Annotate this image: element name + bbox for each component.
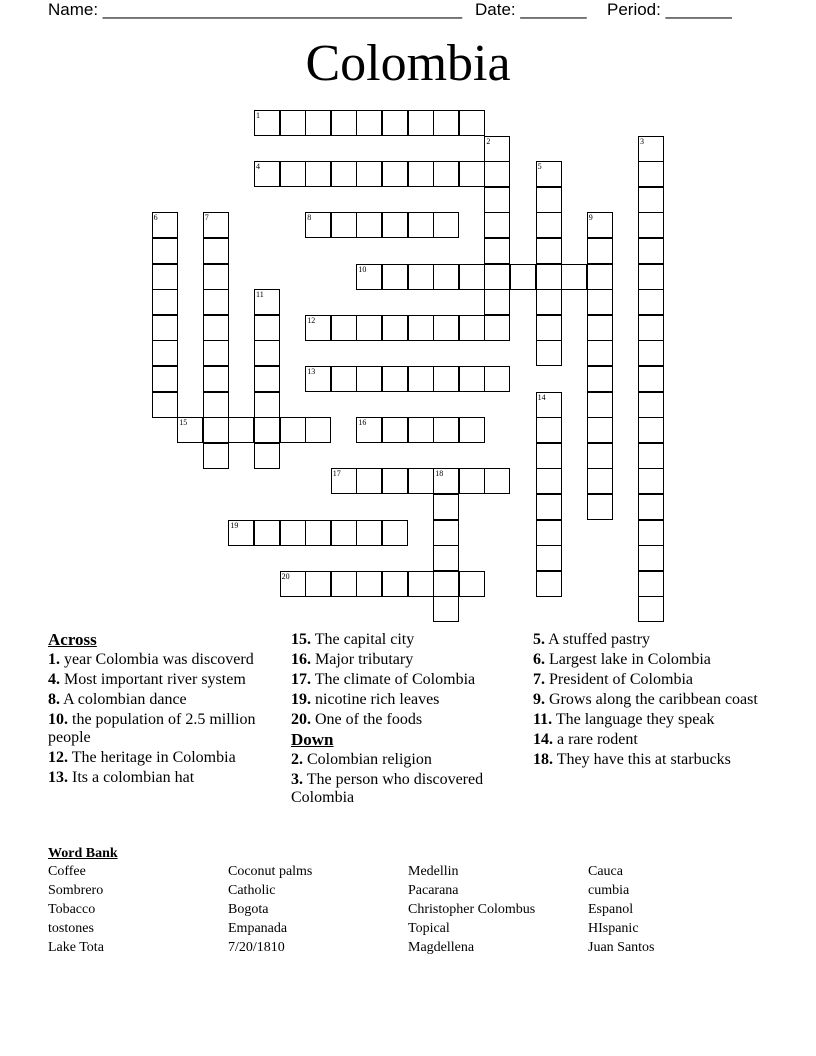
grid-cell[interactable] — [587, 264, 613, 290]
grid-cell[interactable] — [459, 110, 485, 136]
grid-cell[interactable] — [536, 545, 562, 571]
grid-cell[interactable] — [638, 494, 664, 520]
grid-cell[interactable] — [203, 212, 229, 238]
clue-down-2: 2. Colombian religion — [291, 751, 432, 768]
grid-cell[interactable] — [356, 468, 382, 494]
grid-cell[interactable] — [203, 340, 229, 366]
grid-cell[interactable] — [638, 340, 664, 366]
grid-cell[interactable] — [638, 520, 664, 546]
clue-down-11: 11. The language they speak — [533, 711, 715, 728]
grid-cell[interactable] — [177, 417, 203, 443]
word-bank-item: Bogota — [228, 902, 269, 917]
across-heading: Across — [48, 630, 97, 649]
clue-across-10: 10. the population of 2.5 million people — [48, 711, 256, 746]
grid-cell[interactable] — [459, 366, 485, 392]
grid-cell[interactable] — [254, 289, 280, 315]
grid-cell[interactable] — [203, 238, 229, 264]
grid-cell[interactable] — [587, 340, 613, 366]
clue-number: 12 — [307, 315, 316, 325]
grid-cell[interactable] — [356, 520, 382, 546]
word-bank-item: Pacarana — [408, 883, 459, 898]
grid-cell[interactable] — [203, 289, 229, 315]
grid-cell[interactable] — [587, 392, 613, 418]
grid-cell[interactable] — [408, 264, 434, 290]
grid-cell[interactable] — [638, 443, 664, 469]
grid-cell[interactable] — [433, 417, 459, 443]
grid-cell[interactable] — [280, 571, 306, 597]
grid-cell[interactable] — [638, 289, 664, 315]
grid-cell[interactable] — [254, 443, 280, 469]
grid-cell[interactable] — [331, 110, 357, 136]
grid-cell[interactable] — [382, 366, 408, 392]
grid-cell[interactable] — [305, 161, 331, 187]
grid-cell[interactable] — [433, 596, 459, 622]
grid-cell[interactable] — [587, 366, 613, 392]
grid-cell[interactable] — [382, 520, 408, 546]
clue-across-19: 19. nicotine rich leaves — [291, 691, 440, 708]
grid-cell[interactable] — [433, 264, 459, 290]
date-field-label: Date: _______ — [475, 0, 587, 19]
grid-cell[interactable] — [203, 366, 229, 392]
grid-cell[interactable] — [433, 520, 459, 546]
grid-cell[interactable] — [356, 264, 382, 290]
clue-down-9: 9. Grows along the caribbean coast — [533, 691, 758, 708]
word-bank-item: Magdellena — [408, 940, 475, 955]
grid-cell[interactable] — [536, 520, 562, 546]
grid-cell[interactable] — [152, 289, 178, 315]
grid-cell[interactable] — [228, 520, 254, 546]
clue-number: 16 — [358, 418, 367, 428]
grid-cell[interactable] — [536, 161, 562, 187]
word-bank-item: 7/20/1810 — [228, 940, 285, 955]
grid-cell[interactable] — [254, 340, 280, 366]
grid-cell[interactable] — [433, 494, 459, 520]
clue-number: 14 — [537, 392, 546, 402]
grid-cell[interactable] — [433, 571, 459, 597]
grid-cell[interactable] — [433, 366, 459, 392]
grid-cell[interactable] — [587, 315, 613, 341]
clues-column-1 — [48, 631, 273, 789]
grid-cell[interactable] — [536, 264, 562, 290]
grid-cell[interactable] — [254, 417, 280, 443]
clue-number: 9 — [588, 213, 593, 223]
word-bank-item: Cauca — [588, 864, 623, 879]
grid-cell[interactable] — [152, 340, 178, 366]
grid-cell[interactable] — [536, 340, 562, 366]
clue-down-3: 3. The person who discovered Colombia — [291, 771, 484, 806]
clue-across-12: 12. The heritage in Colombia — [48, 749, 236, 766]
grid-cell[interactable] — [203, 264, 229, 290]
grid-cell[interactable] — [638, 315, 664, 341]
clues-column-2 — [291, 631, 516, 809]
clue-number: 10 — [358, 264, 367, 274]
grid-cell[interactable] — [536, 238, 562, 264]
grid-cell[interactable] — [536, 392, 562, 418]
grid-cell[interactable] — [587, 443, 613, 469]
clue-number: 6 — [153, 213, 158, 223]
grid-cell[interactable] — [484, 212, 510, 238]
grid-cell[interactable] — [305, 212, 331, 238]
grid-cell[interactable] — [638, 238, 664, 264]
grid-cell[interactable] — [433, 161, 459, 187]
word-bank-item: Espanol — [588, 902, 634, 917]
grid-cell[interactable] — [254, 161, 280, 187]
page-title: Colombia — [305, 35, 511, 92]
clue-number: 1 — [256, 111, 260, 120]
word-bank-item: Topical — [408, 921, 450, 936]
clue-number: 3 — [640, 136, 644, 146]
grid-cell[interactable] — [408, 468, 434, 494]
grid-cell[interactable] — [228, 417, 254, 443]
grid-cell[interactable] — [638, 468, 664, 494]
grid-cell[interactable] — [638, 366, 664, 392]
grid-cell[interactable] — [587, 494, 613, 520]
grid-cell[interactable] — [203, 315, 229, 341]
clue-number: 2 — [486, 136, 491, 146]
grid-cell[interactable] — [356, 315, 382, 341]
grid-cell[interactable] — [536, 417, 562, 443]
grid-cell[interactable] — [536, 212, 562, 238]
grid-cell[interactable] — [382, 212, 408, 238]
grid-cell[interactable] — [331, 212, 357, 238]
grid-cell[interactable] — [356, 161, 382, 187]
clue-number: 20 — [281, 571, 290, 581]
word-bank-item: Coconut palms — [228, 864, 313, 879]
grid-cell[interactable] — [484, 187, 510, 213]
clue-number: 19 — [230, 520, 239, 530]
grid-cell[interactable] — [305, 520, 331, 546]
clues-column-3 — [533, 631, 763, 771]
grid-cell[interactable] — [280, 417, 306, 443]
grid-cell[interactable] — [152, 392, 178, 418]
grid-cell[interactable] — [331, 468, 357, 494]
word-bank-item: Catholic — [228, 883, 276, 898]
grid-cell[interactable] — [331, 161, 357, 187]
grid-cell[interactable] — [382, 468, 408, 494]
grid-cell[interactable] — [152, 212, 178, 238]
grid-cell[interactable] — [305, 315, 331, 341]
grid-cell[interactable] — [459, 468, 485, 494]
clue-across-16: 16. Major tributary — [291, 651, 414, 668]
grid-cell[interactable] — [382, 571, 408, 597]
grid-cell[interactable] — [305, 110, 331, 136]
grid-cell[interactable] — [152, 366, 178, 392]
clue-across-13: 13. Its a colombian hat — [48, 769, 195, 786]
grid-cell[interactable] — [484, 366, 510, 392]
grid-cell[interactable] — [536, 187, 562, 213]
word-bank-item: Juan Santos — [588, 940, 655, 955]
grid-cell[interactable] — [484, 289, 510, 315]
name-field-label: Name: ______________________________________ — [48, 0, 463, 19]
grid-cell[interactable] — [152, 238, 178, 264]
grid-cell[interactable] — [331, 520, 357, 546]
grid-cell[interactable] — [408, 571, 434, 597]
clue-number: 11 — [256, 290, 264, 300]
grid-cell[interactable] — [433, 468, 459, 494]
word-bank-item: HIspanic — [588, 921, 639, 936]
grid-cell[interactable] — [382, 110, 408, 136]
grid-cell[interactable] — [638, 392, 664, 418]
grid-cell[interactable] — [408, 366, 434, 392]
grid-cell[interactable] — [433, 315, 459, 341]
grid-cell[interactable] — [536, 494, 562, 520]
grid-cell[interactable] — [484, 315, 510, 341]
grid-cell[interactable] — [459, 315, 485, 341]
grid-cell[interactable] — [382, 161, 408, 187]
clue-number: 13 — [307, 367, 316, 376]
grid-cell[interactable] — [536, 468, 562, 494]
grid-cell[interactable] — [356, 417, 382, 443]
grid-cell[interactable] — [484, 161, 510, 187]
grid-cell[interactable] — [433, 110, 459, 136]
grid-cell[interactable] — [280, 520, 306, 546]
grid-cell[interactable] — [638, 264, 664, 290]
grid-cell[interactable] — [459, 417, 485, 443]
clue-down-6: 6. Largest lake in Colombia — [533, 651, 711, 668]
clue-down-14: 14. a rare rodent — [533, 731, 638, 748]
word-bank-item: tostones — [48, 921, 94, 936]
grid-cell[interactable] — [484, 238, 510, 264]
grid-cell[interactable] — [408, 212, 434, 238]
word-bank-item: cumbia — [588, 883, 630, 898]
grid-cell[interactable] — [510, 264, 536, 290]
grid-cell[interactable] — [254, 520, 280, 546]
grid-cell[interactable] — [536, 289, 562, 315]
clue-across-4: 4. Most important river system — [48, 671, 246, 688]
grid-cell[interactable] — [536, 443, 562, 469]
clue-down-18: 18. They have this at starbucks — [533, 751, 731, 768]
grid-cell[interactable] — [254, 315, 280, 341]
grid-cell[interactable] — [203, 443, 229, 469]
grid-cell[interactable] — [536, 315, 562, 341]
clue-number: 15 — [179, 418, 188, 428]
word-bank-item: Coffee — [48, 864, 86, 879]
down-heading: Down — [291, 730, 334, 749]
grid-cell[interactable] — [587, 238, 613, 264]
grid-cell[interactable] — [254, 392, 280, 418]
grid-cell[interactable] — [382, 315, 408, 341]
grid-cell[interactable] — [305, 571, 331, 597]
grid-cell[interactable] — [382, 417, 408, 443]
clue-across-17: 17. The climate of Colombia — [291, 671, 476, 688]
clue-across-15: 15. The capital city — [291, 631, 415, 648]
grid-cell[interactable] — [484, 264, 510, 290]
clue-number: 4 — [256, 162, 260, 172]
grid-cell[interactable] — [638, 212, 664, 238]
clue-number: 7 — [204, 213, 209, 223]
grid-cell[interactable] — [203, 417, 229, 443]
grid-cell[interactable] — [254, 366, 280, 392]
grid-cell[interactable] — [638, 417, 664, 443]
grid-cell[interactable] — [356, 571, 382, 597]
grid-cell[interactable] — [254, 110, 280, 136]
grid-cell[interactable] — [408, 110, 434, 136]
grid-cell[interactable] — [382, 264, 408, 290]
grid-cell[interactable] — [152, 315, 178, 341]
clue-down-5: 5. A stuffed pastry — [533, 631, 651, 648]
grid-cell[interactable] — [587, 468, 613, 494]
clue-down-7: 7. President of Colombia — [533, 671, 693, 688]
clue-across-1: 1. year Colombia was discoverd — [48, 651, 254, 668]
grid-cell[interactable] — [433, 212, 459, 238]
word-bank-item: Tobacco — [48, 902, 96, 917]
grid-cell[interactable] — [638, 136, 664, 162]
word-bank-item: Lake Tota — [48, 940, 104, 955]
word-bank-item: Sombrero — [48, 883, 104, 898]
grid-cell[interactable] — [433, 545, 459, 571]
grid-cell[interactable] — [356, 110, 382, 136]
grid-cell[interactable] — [587, 212, 613, 238]
clue-number: 8 — [307, 213, 312, 223]
grid-cell[interactable] — [484, 136, 510, 162]
grid-cell[interactable] — [459, 571, 485, 597]
word-bank-item: Empanada — [228, 921, 288, 936]
grid-cell[interactable] — [305, 417, 331, 443]
grid-cell[interactable] — [638, 161, 664, 187]
word-bank-title: Word Bank — [48, 846, 118, 861]
grid-cell[interactable] — [331, 366, 357, 392]
grid-cell[interactable] — [638, 545, 664, 571]
clue-number: 5 — [537, 162, 542, 172]
word-bank-item: Christopher Colombus — [408, 902, 536, 917]
clue-across-8: 8. A colombian dance — [48, 691, 187, 708]
clue-number: 17 — [332, 469, 341, 479]
word-bank-item: Medellin — [408, 864, 459, 879]
grid-cell[interactable] — [587, 289, 613, 315]
grid-cell[interactable] — [459, 161, 485, 187]
grid-cell[interactable] — [280, 161, 306, 187]
grid-cell[interactable] — [331, 571, 357, 597]
grid-cell[interactable] — [408, 417, 434, 443]
grid-cell[interactable] — [638, 596, 664, 622]
clue-across-20: 20. One of the foods — [291, 711, 423, 728]
grid-cell[interactable] — [484, 468, 510, 494]
grid-cell[interactable] — [408, 315, 434, 341]
grid-cell[interactable] — [638, 571, 664, 597]
grid-cell[interactable] — [203, 392, 229, 418]
grid-cell[interactable] — [561, 264, 587, 290]
grid-cell[interactable] — [356, 366, 382, 392]
grid-cell[interactable] — [152, 264, 178, 290]
grid-cell[interactable] — [280, 110, 306, 136]
grid-cell[interactable] — [459, 264, 485, 290]
grid-cell[interactable] — [638, 187, 664, 213]
clue-number: 18 — [435, 469, 444, 479]
grid-cell[interactable] — [536, 571, 562, 597]
period-field-label: Period: _______ — [607, 0, 732, 19]
grid-cell[interactable] — [331, 315, 357, 341]
grid-cell[interactable] — [587, 417, 613, 443]
grid-cell[interactable] — [356, 212, 382, 238]
grid-cell[interactable] — [305, 366, 331, 392]
grid-cell[interactable] — [408, 161, 434, 187]
